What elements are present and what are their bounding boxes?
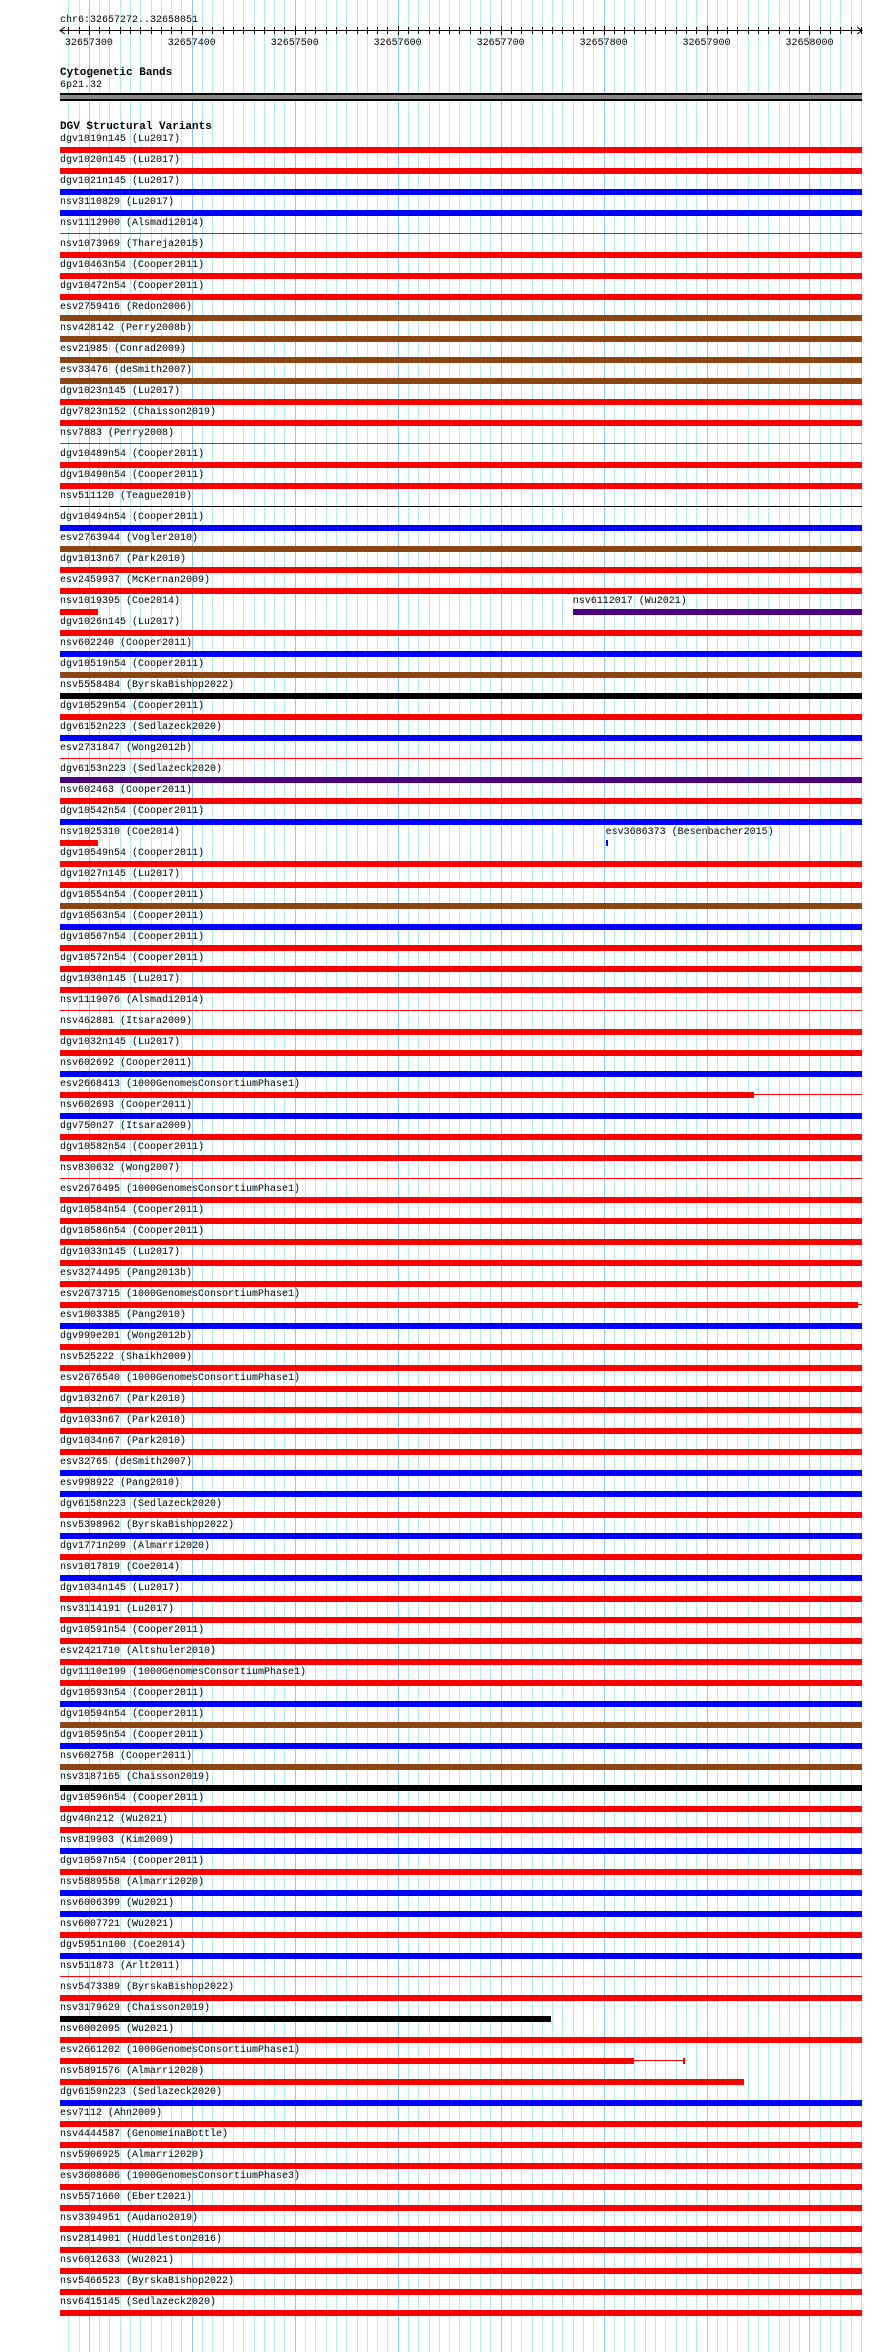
sv-label[interactable]: nsv5891576 (Almarri2020) (60, 2066, 205, 2077)
sv-label[interactable]: nsv830632 (Wong2007) (60, 1163, 181, 1174)
sv-label[interactable]: esv2673715 (1000GenomesConsortiumPhase1) (60, 1289, 301, 1300)
sv-label[interactable]: dgv10591n54 (Cooper2011) (60, 1625, 205, 1636)
sv-feature[interactable] (60, 861, 862, 867)
sv-feature[interactable] (60, 1491, 862, 1497)
sv-feature[interactable] (60, 1386, 862, 1392)
sv-feature[interactable] (60, 758, 862, 759)
sv-label[interactable]: dgv6152n223 (Sedlazeck2020) (60, 722, 223, 733)
sv-label[interactable]: dgv1032n67 (Park2010) (60, 1394, 187, 1405)
sv-label[interactable]: dgv10563n54 (Cooper2011) (60, 911, 205, 922)
sv-feature[interactable] (60, 506, 862, 507)
sv-feature[interactable] (60, 2079, 744, 2085)
sv-feature[interactable] (60, 420, 862, 426)
sv-feature[interactable] (60, 1911, 862, 1917)
sv-feature[interactable] (60, 1218, 862, 1224)
sv-feature[interactable] (60, 714, 862, 720)
sv-feature[interactable] (60, 945, 862, 951)
sv-label[interactable]: nsv602240 (Cooper2011) (60, 638, 193, 649)
sv-label[interactable]: nsv7883 (Perry2008) (60, 428, 175, 439)
sv-feature[interactable] (60, 1976, 862, 1977)
sv-label[interactable]: nsv5571660 (Ebert2021) (60, 2192, 193, 2203)
sv-feature[interactable] (60, 1113, 862, 1119)
ruler-tick-label: 32658000 (785, 38, 834, 49)
sv-label[interactable]: nsv3179629 (Chaisson2019) (60, 2003, 211, 2014)
sv-feature[interactable] (60, 294, 862, 300)
sv-label[interactable]: dgv750n27 (Itsara2009) (60, 1121, 193, 1132)
sv-label[interactable]: esv32765 (deSmith2007) (60, 1457, 193, 1468)
sv-label[interactable]: dgv1033n67 (Park2010) (60, 1415, 187, 1426)
sv-feature[interactable] (60, 1260, 862, 1266)
sv-label[interactable]: nsv6415145 (Sedlazeck2020) (60, 2297, 217, 2308)
sv-label[interactable]: dgv10519n54 (Cooper2011) (60, 659, 205, 670)
sv-label[interactable]: dgv40n212 (Wu2021) (60, 1814, 169, 1825)
sv-feature[interactable] (60, 1323, 862, 1329)
sv-label[interactable]: dgv10593n54 (Cooper2011) (60, 1688, 205, 1699)
sv-label[interactable]: nsv5473389 (ByrskaBishop2022) (60, 1982, 235, 1993)
sv-feature[interactable] (60, 672, 862, 678)
sv-label[interactable]: esv2676495 (1000GenomesConsortiumPhase1) (60, 1184, 301, 1195)
ruler-tick-label: 32657600 (373, 38, 422, 49)
ruler-tick-label: 32657400 (167, 38, 216, 49)
sv-label[interactable]: esv2668413 (1000GenomesConsortiumPhase1) (60, 1079, 301, 1090)
sv-feature[interactable] (60, 399, 862, 405)
sv-feature[interactable] (60, 546, 862, 552)
sv-label[interactable]: dgv1032n145 (Lu2017) (60, 1037, 181, 1048)
sv-label[interactable]: nsv602693 (Cooper2011) (60, 1100, 193, 1111)
sv-label[interactable]: dgv1020n145 (Lu2017) (60, 155, 181, 166)
sv-feature[interactable] (60, 1806, 862, 1812)
cytoband-track-title: Cytogenetic Bands (60, 67, 173, 79)
sv-label[interactable]: nsv5398962 (ByrskaBishop2022) (60, 1520, 235, 1531)
sv-feature[interactable] (60, 443, 862, 444)
sv-label[interactable]: esv3686373 (Besenbacher2015) (605, 827, 774, 838)
sv-label[interactable]: esv2676540 (1000GenomesConsortiumPhase1) (60, 1373, 301, 1384)
sv-label[interactable]: nsv428142 (Perry2008b) (60, 323, 193, 334)
cytoband-label: 6p21.32 (60, 80, 103, 91)
sv-label[interactable]: dgv1019n145 (Lu2017) (60, 134, 181, 145)
sv-label[interactable]: dgv1030n145 (Lu2017) (60, 974, 181, 985)
sv-feature[interactable] (60, 1365, 862, 1371)
sv-feature[interactable] (60, 1995, 862, 2001)
sv-feature[interactable] (60, 1407, 862, 1413)
sv-feature[interactable] (60, 2121, 862, 2127)
sv-label[interactable]: nsv5889558 (Almarri2020) (60, 1877, 205, 1888)
sv-label[interactable]: nsv5558484 (ByrskaBishop2022) (60, 680, 235, 691)
sv-label[interactable]: nsv1025310 (Coe2014) (60, 827, 181, 838)
ruler-tick-label: 32657800 (579, 38, 628, 49)
sv-label[interactable]: esv1003385 (Pang2010) (60, 1310, 187, 1321)
sv-feature[interactable] (60, 168, 862, 174)
sv-feature-thin-extension[interactable] (754, 1094, 862, 1095)
sv-label[interactable]: dgv10542n54 (Cooper2011) (60, 806, 205, 817)
sv-feature[interactable] (60, 1932, 862, 1938)
sv-feature[interactable] (60, 1953, 862, 1959)
sv-label[interactable]: dgv10494n54 (Cooper2011) (60, 512, 205, 523)
sv-label[interactable]: nsv6012633 (Wu2021) (60, 2255, 175, 2266)
sv-label[interactable]: dgv10463n54 (Cooper2011) (60, 260, 205, 271)
sv-label[interactable]: esv998922 (Pang2010) (60, 1478, 181, 1489)
sv-label[interactable]: dgv10597n54 (Cooper2011) (60, 1856, 205, 1867)
sv-label[interactable]: nsv5906925 (Almarri2020) (60, 2150, 205, 2161)
sv-feature[interactable] (60, 1470, 862, 1476)
sv-feature[interactable] (60, 1281, 862, 1287)
sv-label[interactable]: esv21985 (Conrad2009) (60, 344, 187, 355)
sv-feature[interactable] (60, 1134, 862, 1140)
sv-feature[interactable] (60, 2058, 634, 2064)
sv-feature[interactable] (60, 1239, 862, 1245)
sv-feature[interactable] (60, 819, 862, 825)
sv-label[interactable]: nsv602463 (Cooper2011) (60, 785, 193, 796)
sv-label[interactable]: esv7112 (Ahn2009) (60, 2108, 163, 2119)
sv-label[interactable]: esv2731847 (Wong2012b) (60, 743, 193, 754)
sv-feature[interactable] (60, 2268, 862, 2274)
sv-feature[interactable] (60, 2037, 862, 2043)
sv-feature[interactable] (60, 903, 862, 909)
region-label: chr6:32657272..32658051 (60, 15, 199, 26)
sv-feature[interactable] (60, 210, 862, 216)
sv-feature[interactable] (60, 567, 862, 573)
sv-feature[interactable] (60, 1197, 862, 1203)
sv-label[interactable]: dgv10490n54 (Cooper2011) (60, 470, 205, 481)
sv-feature[interactable] (606, 840, 608, 846)
sv-feature[interactable] (60, 1575, 862, 1581)
sv-label[interactable]: nsv602692 (Cooper2011) (60, 1058, 193, 1069)
sv-label[interactable]: esv2661202 (1000GenomesConsortiumPhase1) (60, 2045, 301, 2056)
sv-label[interactable]: nsv6112017 (Wu2021) (572, 596, 687, 607)
sv-label[interactable]: dgv10595n54 (Cooper2011) (60, 1730, 205, 1741)
sv-label[interactable]: dgv10529n54 (Cooper2011) (60, 701, 205, 712)
sv-feature[interactable] (60, 357, 862, 363)
sv-label[interactable]: nsv4444587 (GenomeinaBottle) (60, 2129, 229, 2140)
sv-feature[interactable] (60, 2016, 551, 2022)
sv-label[interactable]: dgv6153n223 (Sedlazeck2020) (60, 764, 223, 775)
sv-feature[interactable] (60, 2100, 862, 2106)
sv-feature[interactable] (60, 1596, 862, 1602)
sv-feature[interactable] (60, 840, 98, 846)
sv-label[interactable]: dgv10586n54 (Cooper2011) (60, 1226, 205, 1237)
sv-label[interactable]: nsv1019395 (Coe2014) (60, 596, 181, 607)
sv-label[interactable]: dgv10594n54 (Cooper2011) (60, 1709, 205, 1720)
sv-label[interactable]: dgv1110e199 (1000GenomesConsortiumPhase1) (60, 1667, 307, 1678)
sv-feature[interactable] (60, 273, 862, 279)
sv-feature[interactable] (60, 1010, 862, 1011)
sv-feature[interactable] (60, 147, 862, 153)
ruler[interactable] (0, 0, 890, 60)
sv-label[interactable]: esv33476 (deSmith2007) (60, 365, 193, 376)
sv-label[interactable]: dgv10572n54 (Cooper2011) (60, 953, 205, 964)
sv-label[interactable]: dgv1021n145 (Lu2017) (60, 176, 181, 187)
sv-feature[interactable] (60, 315, 862, 321)
sv-feature[interactable] (60, 1092, 754, 1098)
sv-feature[interactable] (60, 525, 862, 531)
sv-feature[interactable] (60, 1302, 858, 1308)
sv-label[interactable]: nsv1017819 (Coe2014) (60, 1562, 181, 1573)
ruler-tick-label: 32657500 (270, 38, 319, 49)
sv-feature[interactable] (60, 1701, 862, 1707)
sv-label[interactable]: dgv6158n223 (Sedlazeck2020) (60, 1499, 223, 1510)
sv-feature[interactable] (60, 798, 862, 804)
sv-feature[interactable] (60, 777, 862, 783)
sv-label[interactable]: dgv10554n54 (Cooper2011) (60, 890, 205, 901)
sv-feature[interactable] (60, 1848, 862, 1854)
sv-label[interactable]: nsv819903 (Kim2009) (60, 1835, 175, 1846)
sv-label[interactable]: dgv5951n100 (Coe2014) (60, 1940, 187, 1951)
cytoband-6p21-32[interactable] (60, 93, 862, 101)
sv-feature[interactable] (60, 1722, 862, 1728)
sv-label[interactable]: dgv6159n223 (Sedlazeck2020) (60, 2087, 223, 2098)
sv-label[interactable]: dgv1027n145 (Lu2017) (60, 869, 181, 880)
sv-label[interactable]: dgv1023n145 (Lu2017) (60, 386, 181, 397)
sv-feature[interactable] (60, 2205, 862, 2211)
sv-feature[interactable] (60, 2142, 862, 2148)
sv-label[interactable]: nsv1119076 (Alsmadi2014) (60, 995, 205, 1006)
sv-label[interactable]: nsv6002095 (Wu2021) (60, 2024, 175, 2035)
sv-label[interactable]: nsv511120 (Teague2010) (60, 491, 193, 502)
sv-label[interactable]: esv2759416 (Redon2006) (60, 302, 193, 313)
sv-feature[interactable] (60, 1764, 862, 1770)
sv-label[interactable]: nsv6006399 (Wu2021) (60, 1898, 175, 1909)
sv-feature[interactable] (60, 1827, 862, 1833)
sv-feature[interactable] (60, 735, 862, 741)
sv-label[interactable]: nsv525222 (Shaikh2009) (60, 1352, 193, 1363)
sv-label[interactable]: nsv511873 (Arlt2011) (60, 1961, 181, 1972)
sv-feature[interactable] (60, 1071, 862, 1077)
sv-label[interactable]: nsv6007721 (Wu2021) (60, 1919, 175, 1930)
sv-label[interactable]: dgv1026n145 (Lu2017) (60, 617, 181, 628)
sv-feature[interactable] (60, 693, 862, 699)
sv-label[interactable]: nsv1112900 (Alsmadi2014) (60, 218, 205, 229)
sv-feature-thin-extension[interactable] (858, 1304, 862, 1305)
sv-label[interactable]: dgv10584n54 (Cooper2011) (60, 1205, 205, 1216)
sv-label[interactable]: dgv1013n67 (Park2010) (60, 554, 187, 565)
sv-feature[interactable] (60, 2247, 862, 2253)
sv-feature[interactable] (60, 462, 862, 468)
sv-label[interactable]: nsv1073969 (Thareja2015) (60, 239, 205, 250)
sv-feature[interactable] (60, 630, 862, 636)
sv-feature[interactable] (60, 1743, 862, 1749)
sv-label[interactable]: esv2763944 (Vogler2010) (60, 533, 199, 544)
sv-label[interactable]: esv2459937 (McKernan2009) (60, 575, 211, 586)
sv-feature[interactable] (60, 1449, 862, 1455)
sv-label[interactable]: nsv3110829 (Lu2017) (60, 197, 175, 208)
sv-feature[interactable] (60, 987, 862, 993)
sv-feature[interactable] (60, 189, 862, 195)
sv-label[interactable]: nsv2814901 (Huddleston2016) (60, 2234, 223, 2245)
sv-label[interactable]: dgv1771n209 (Almarri2020) (60, 1541, 211, 1552)
sv-feature[interactable] (60, 483, 862, 489)
sv-label[interactable]: nsv5466523 (ByrskaBishop2022) (60, 2276, 235, 2287)
sv-label[interactable]: esv3608606 (1000GenomesConsortiumPhase3) (60, 2171, 301, 2182)
sv-feature[interactable] (60, 1178, 862, 1179)
sv-label[interactable]: nsv3114191 (Lu2017) (60, 1604, 175, 1615)
sv-feature[interactable] (60, 1554, 862, 1560)
sv-feature[interactable] (60, 966, 862, 972)
sv-feature-end-tick (683, 2058, 685, 2064)
sv-label[interactable]: dgv10567n54 (Cooper2011) (60, 932, 205, 943)
sv-label[interactable]: dgv1034n67 (Park2010) (60, 1436, 187, 1447)
sv-feature[interactable] (60, 2163, 862, 2169)
sv-feature[interactable] (60, 1155, 862, 1161)
sv-feature[interactable] (60, 1533, 862, 1539)
ruler-tick-label: 32657300 (64, 38, 113, 49)
sv-feature[interactable] (60, 1869, 862, 1875)
sv-feature[interactable] (60, 1344, 862, 1350)
sv-label[interactable]: nsv3187165 (Chaisson2019) (60, 1772, 211, 1783)
sv-feature[interactable] (60, 2226, 862, 2232)
sv-label[interactable]: esv3274495 (Pang2013b) (60, 1268, 193, 1279)
sv-feature[interactable] (60, 252, 862, 258)
sv-feature[interactable] (60, 882, 862, 888)
sv-feature-thin-extension[interactable] (634, 2060, 684, 2061)
sv-feature[interactable] (60, 609, 98, 615)
sv-feature[interactable] (60, 2184, 862, 2190)
sv-feature[interactable] (60, 378, 862, 384)
sv-feature[interactable] (60, 1785, 862, 1791)
sv-feature[interactable] (60, 1029, 862, 1035)
sv-label[interactable]: dgv7823n152 (Chaisson2019) (60, 407, 217, 418)
sv-feature[interactable] (60, 2310, 862, 2316)
sv-feature[interactable] (60, 924, 862, 930)
sv-feature[interactable] (60, 651, 862, 657)
sv-label[interactable]: dgv999e201 (Wong2012b) (60, 1331, 193, 1342)
sv-label[interactable]: dgv1034n145 (Lu2017) (60, 1583, 181, 1594)
sv-label[interactable]: dgv10549n54 (Cooper2011) (60, 848, 205, 859)
sv-feature[interactable] (60, 2289, 862, 2295)
sv-feature[interactable] (60, 1638, 862, 1644)
sv-feature[interactable] (60, 233, 862, 234)
sv-label[interactable]: nsv3394951 (Audano2019) (60, 2213, 199, 2224)
sv-label[interactable]: nsv602758 (Cooper2011) (60, 1751, 193, 1762)
sv-feature[interactable] (60, 1428, 862, 1434)
sv-feature[interactable] (573, 609, 862, 615)
sv-label[interactable]: nsv462881 (Itsara2009) (60, 1016, 193, 1027)
sv-feature[interactable] (60, 1659, 862, 1665)
sv-feature[interactable] (60, 588, 862, 594)
sv-feature[interactable] (60, 1890, 862, 1896)
sv-feature[interactable] (60, 1680, 862, 1686)
sv-feature[interactable] (60, 1050, 862, 1056)
sv-feature[interactable] (60, 1512, 862, 1518)
sv-label[interactable]: esv2421710 (Altshuler2010) (60, 1646, 217, 1657)
sv-feature[interactable] (60, 1617, 862, 1623)
ruler-tick-label: 32657900 (682, 38, 731, 49)
sv-label[interactable]: dgv10472n54 (Cooper2011) (60, 281, 205, 292)
sv-label[interactable]: dgv10596n54 (Cooper2011) (60, 1793, 205, 1804)
sv-label[interactable]: dgv10489n54 (Cooper2011) (60, 449, 205, 460)
sv-track-title: DGV Structural Variants (60, 121, 212, 133)
sv-label[interactable]: dgv10582n54 (Cooper2011) (60, 1142, 205, 1153)
ruler-tick-label: 32657700 (476, 38, 525, 49)
sv-feature[interactable] (60, 336, 862, 342)
sv-label[interactable]: dgv1033n145 (Lu2017) (60, 1247, 181, 1258)
